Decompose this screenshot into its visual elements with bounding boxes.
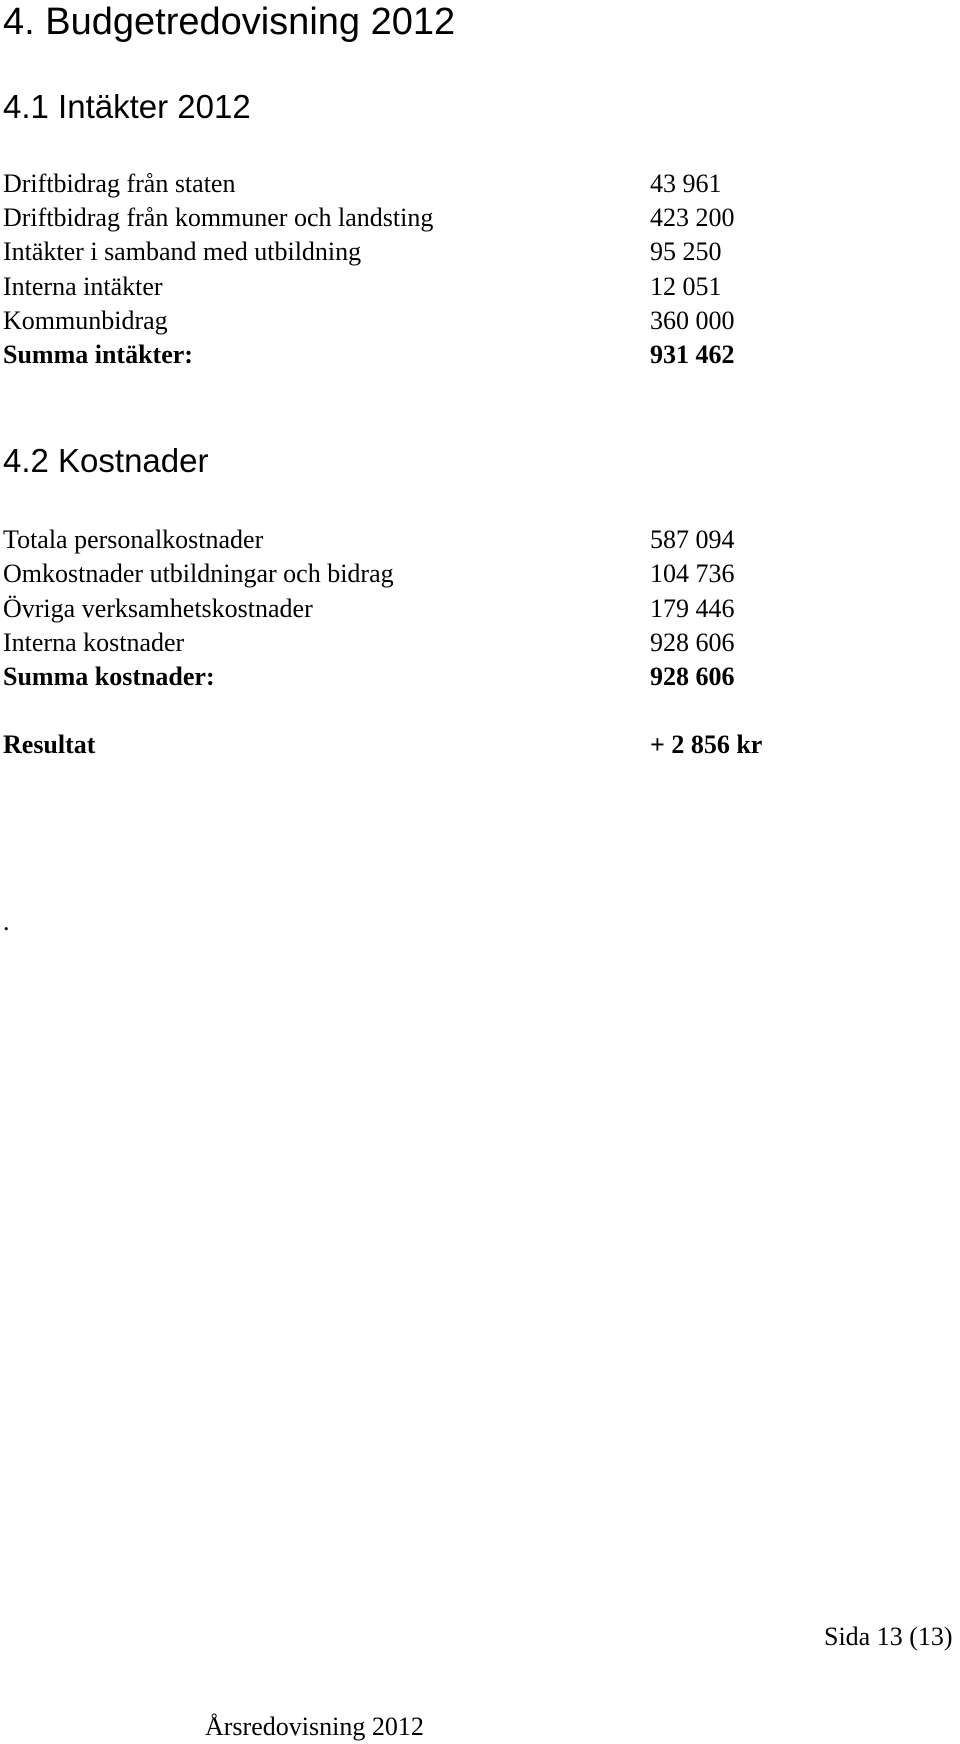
footer-document-title: Årsredovisning 2012 <box>205 1712 424 1741</box>
result-value: + 2 856 kr <box>650 730 763 759</box>
costs-total-value: 928 606 <box>650 662 735 691</box>
income-total-label: Summa intäkter: <box>3 340 193 369</box>
income-row-value: 423 200 <box>650 203 735 232</box>
cost-row-value: 104 736 <box>650 559 735 588</box>
page-number: Sida 13 (13) <box>824 1622 953 1651</box>
income-row-label: Kommunbidrag <box>3 306 168 335</box>
result-row <box>0 728 960 762</box>
income-row-label: Intäkter i samband med utbildning <box>3 237 362 266</box>
cost-row-value: 587 094 <box>650 525 735 554</box>
income-total-value: 931 462 <box>650 340 735 369</box>
cost-row-value: 179 446 <box>650 594 735 623</box>
income-row <box>0 270 960 304</box>
result-label: Resultat <box>3 730 96 759</box>
cost-row-label: Totala personalkostnader <box>3 525 264 554</box>
cost-row <box>0 557 960 591</box>
cost-row <box>0 626 960 660</box>
costs-heading: 4.2 Kostnader <box>3 442 209 479</box>
income-row-label: Driftbidrag från kommuner och landsting <box>3 203 434 232</box>
stray-period: . <box>3 907 10 936</box>
income-total-row <box>0 338 960 372</box>
cost-row <box>0 592 960 626</box>
income-row-label: Interna intäkter <box>3 272 163 301</box>
costs-total-label: Summa kostnader: <box>3 662 215 691</box>
income-row <box>0 167 960 201</box>
income-row-value: 360 000 <box>650 306 735 335</box>
income-row-value: 12 051 <box>650 272 722 301</box>
income-row-value: 43 961 <box>650 169 722 198</box>
income-row-value: 95 250 <box>650 237 722 266</box>
cost-row-label: Övriga verksamhetskostnader <box>3 594 313 623</box>
cost-row-value: 928 606 <box>650 628 735 657</box>
income-row <box>0 304 960 338</box>
cost-row <box>0 523 960 557</box>
income-row <box>0 201 960 235</box>
cost-row-label: Interna kostnader <box>3 628 185 657</box>
income-row <box>0 235 960 269</box>
page-heading: 4. Budgetredovisning 2012 <box>3 1 456 43</box>
income-row-label: Driftbidrag från staten <box>3 169 236 198</box>
income-heading: 4.1 Intäkter 2012 <box>3 88 251 125</box>
cost-row-label: Omkostnader utbildningar och bidrag <box>3 559 394 588</box>
costs-total-row <box>0 660 960 694</box>
